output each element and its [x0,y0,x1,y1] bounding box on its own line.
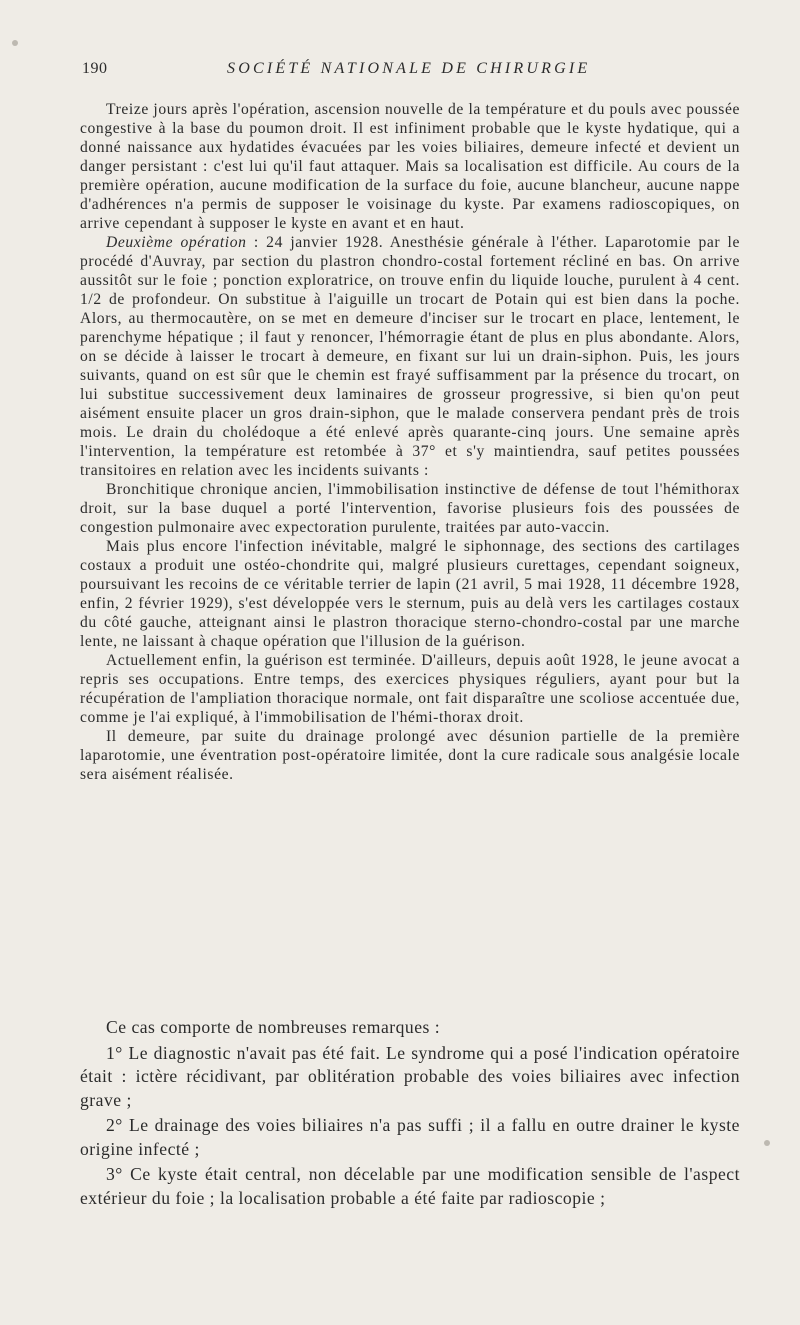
paper-speck [12,40,18,46]
paragraph-text: 2° Le drainage des voies biliaires n'a pas suffi ; il a fallu en outre drainer le kyste origine infecté ; [80,1115,740,1159]
paragraph [80,651,740,727]
paragraph-text: Treize jours après l'opération, ascension nouvelle de la température et du pouls avec poussée congestive à la base du poumon droit. Il est infiniment probable que le kyste hydatique, qui a donné naissance aux hydatides évacuées par les voies biliaires, demeure infecté et devient un danger persistant : c'est lui qu'il faut attaquer. Mais sa localisation est difficile. Au cours de la première opération, aucune modification de la surface du foie, aucune blancheur, aucune nappe d'adhérences n'a permis de supposer le voisinage du kyste. Par examens radioscopiques, on arrive cependant à supposer le kyste en avant et en haut. [80,101,740,232]
paragraph-text: Ce cas comporte de nombreuses remarques : [106,1017,441,1037]
case-report-text [80,100,740,784]
paragraph [80,1114,740,1161]
paragraph [80,233,740,480]
page-header [82,60,742,84]
paragraph [80,1042,740,1113]
paragraph-text: 3° Ce kyste était central, non décelable par une modification sensible de l'aspect extérieur du foie ; la localisation probable a été faite par radioscopie ; [80,1164,740,1208]
paragraph [80,480,740,537]
paragraph-lead-italic: Deuxième opération [106,234,247,251]
paragraph [80,537,740,651]
paragraph-text: : 24 janvier 1928. Anesthésie générale à l'éther. Laparotomie par le procédé d'Auvray, par section du plastron chondro-costal fortement récliné en bas. On arrive aussitôt sur le foie ; ponction exploratrice, on trouve enfin du liquide louche, purulent à 4 cent. 1/2 de profondeur. On substitue à l'aiguille un trocart de Potain qui est bien dans la poche. Alors, au thermocautère, on se met en demeure d'inciser sur le trocart en place, lentement, le parenchyme hépatique ; il faut y renoncer, l'hémorragie étant de plus en plus abondante. Alors, on se décide à laisser le trocart à demeure, en fixant sur lui un drain-siphon. Puis, les jours suivants, quand on est sûr que le chemin est frayé suffisamment par la présence du trocart, on lui substitue successivement deux laminaires de grosseur progressive, si bien qu'on peut aisément ensuite placer un gros drain-siphon, que le malade conservera pendant près de trois mois. Le drain du cholédoque a été enlevé après quarante-cinq jours. Une semaine après l'intervention, la température est retombée à 37° et s'y maintiendra, sauf petites poussées transitoires en relation avec les incidents suivants : [80,234,740,479]
paragraph [80,100,740,233]
paragraph [80,727,740,784]
paragraph [80,1163,740,1210]
paragraph-text: Il demeure, par suite du drainage prolongé avec désunion partielle de la première laparotomie, une éventration post-opératoire limitée, dont la cure radicale sous analgésie locale sera aisément réalisée. [80,728,740,783]
paragraph-text: Bronchitique chronique ancien, l'immobilisation instinctive de défense de tout l'hémithorax droit, sur la base duquel a porté l'intervention, favorise plusieurs fois des poussées de congestion pulmonaire avec expectoration purulente, traitées par auto-vaccin. [80,481,740,536]
paragraph-text: Actuellement enfin, la guérison est terminée. D'ailleurs, depuis août 1928, le jeune avocat a repris ses occupations. Entre temps, des exercices physiques réguliers, ayant pour but la récupération de l'ampliation thoracique normale, ont fait disparaître une scoliose accentuée due, comme je l'ai expliqué, à l'immobilisation de l'hémi-thorax droit. [80,652,740,726]
paragraph-text: 1° Le diagnostic n'avait pas été fait. Le syndrome qui a posé l'indication opératoire était : ictère récidivant, par oblitération probable des voies biliaires avec infection grave ; [80,1042,740,1110]
page-number: 190 [82,60,108,77]
paragraph-text: Mais plus encore l'infection inévitable, malgré le siphonnage, des sections des cartilages costaux a produit une ostéo-chondrite qui, malgré plusieurs curettages, cependant soigneux, poursuivant les recoins de ce véritable terrier de lapin (21 avril, 5 mai 1928, 11 décembre 1928, enfin, 2 février 1929), s'est développée vers le sternum, puis au delà vers les cartilages costaux du côté gauche, atteignant ainsi le plastron thoracique sterno-chondro-costal par une marche lente, ne laissant à chaque opération que l'illusion de la guérison. [80,538,740,650]
remarks-text [80,1016,740,1212]
paper-speck [764,1140,770,1146]
running-title: SOCIÉTÉ NATIONALE DE CHIRURGIE [227,60,591,77]
paragraph [80,1016,740,1040]
